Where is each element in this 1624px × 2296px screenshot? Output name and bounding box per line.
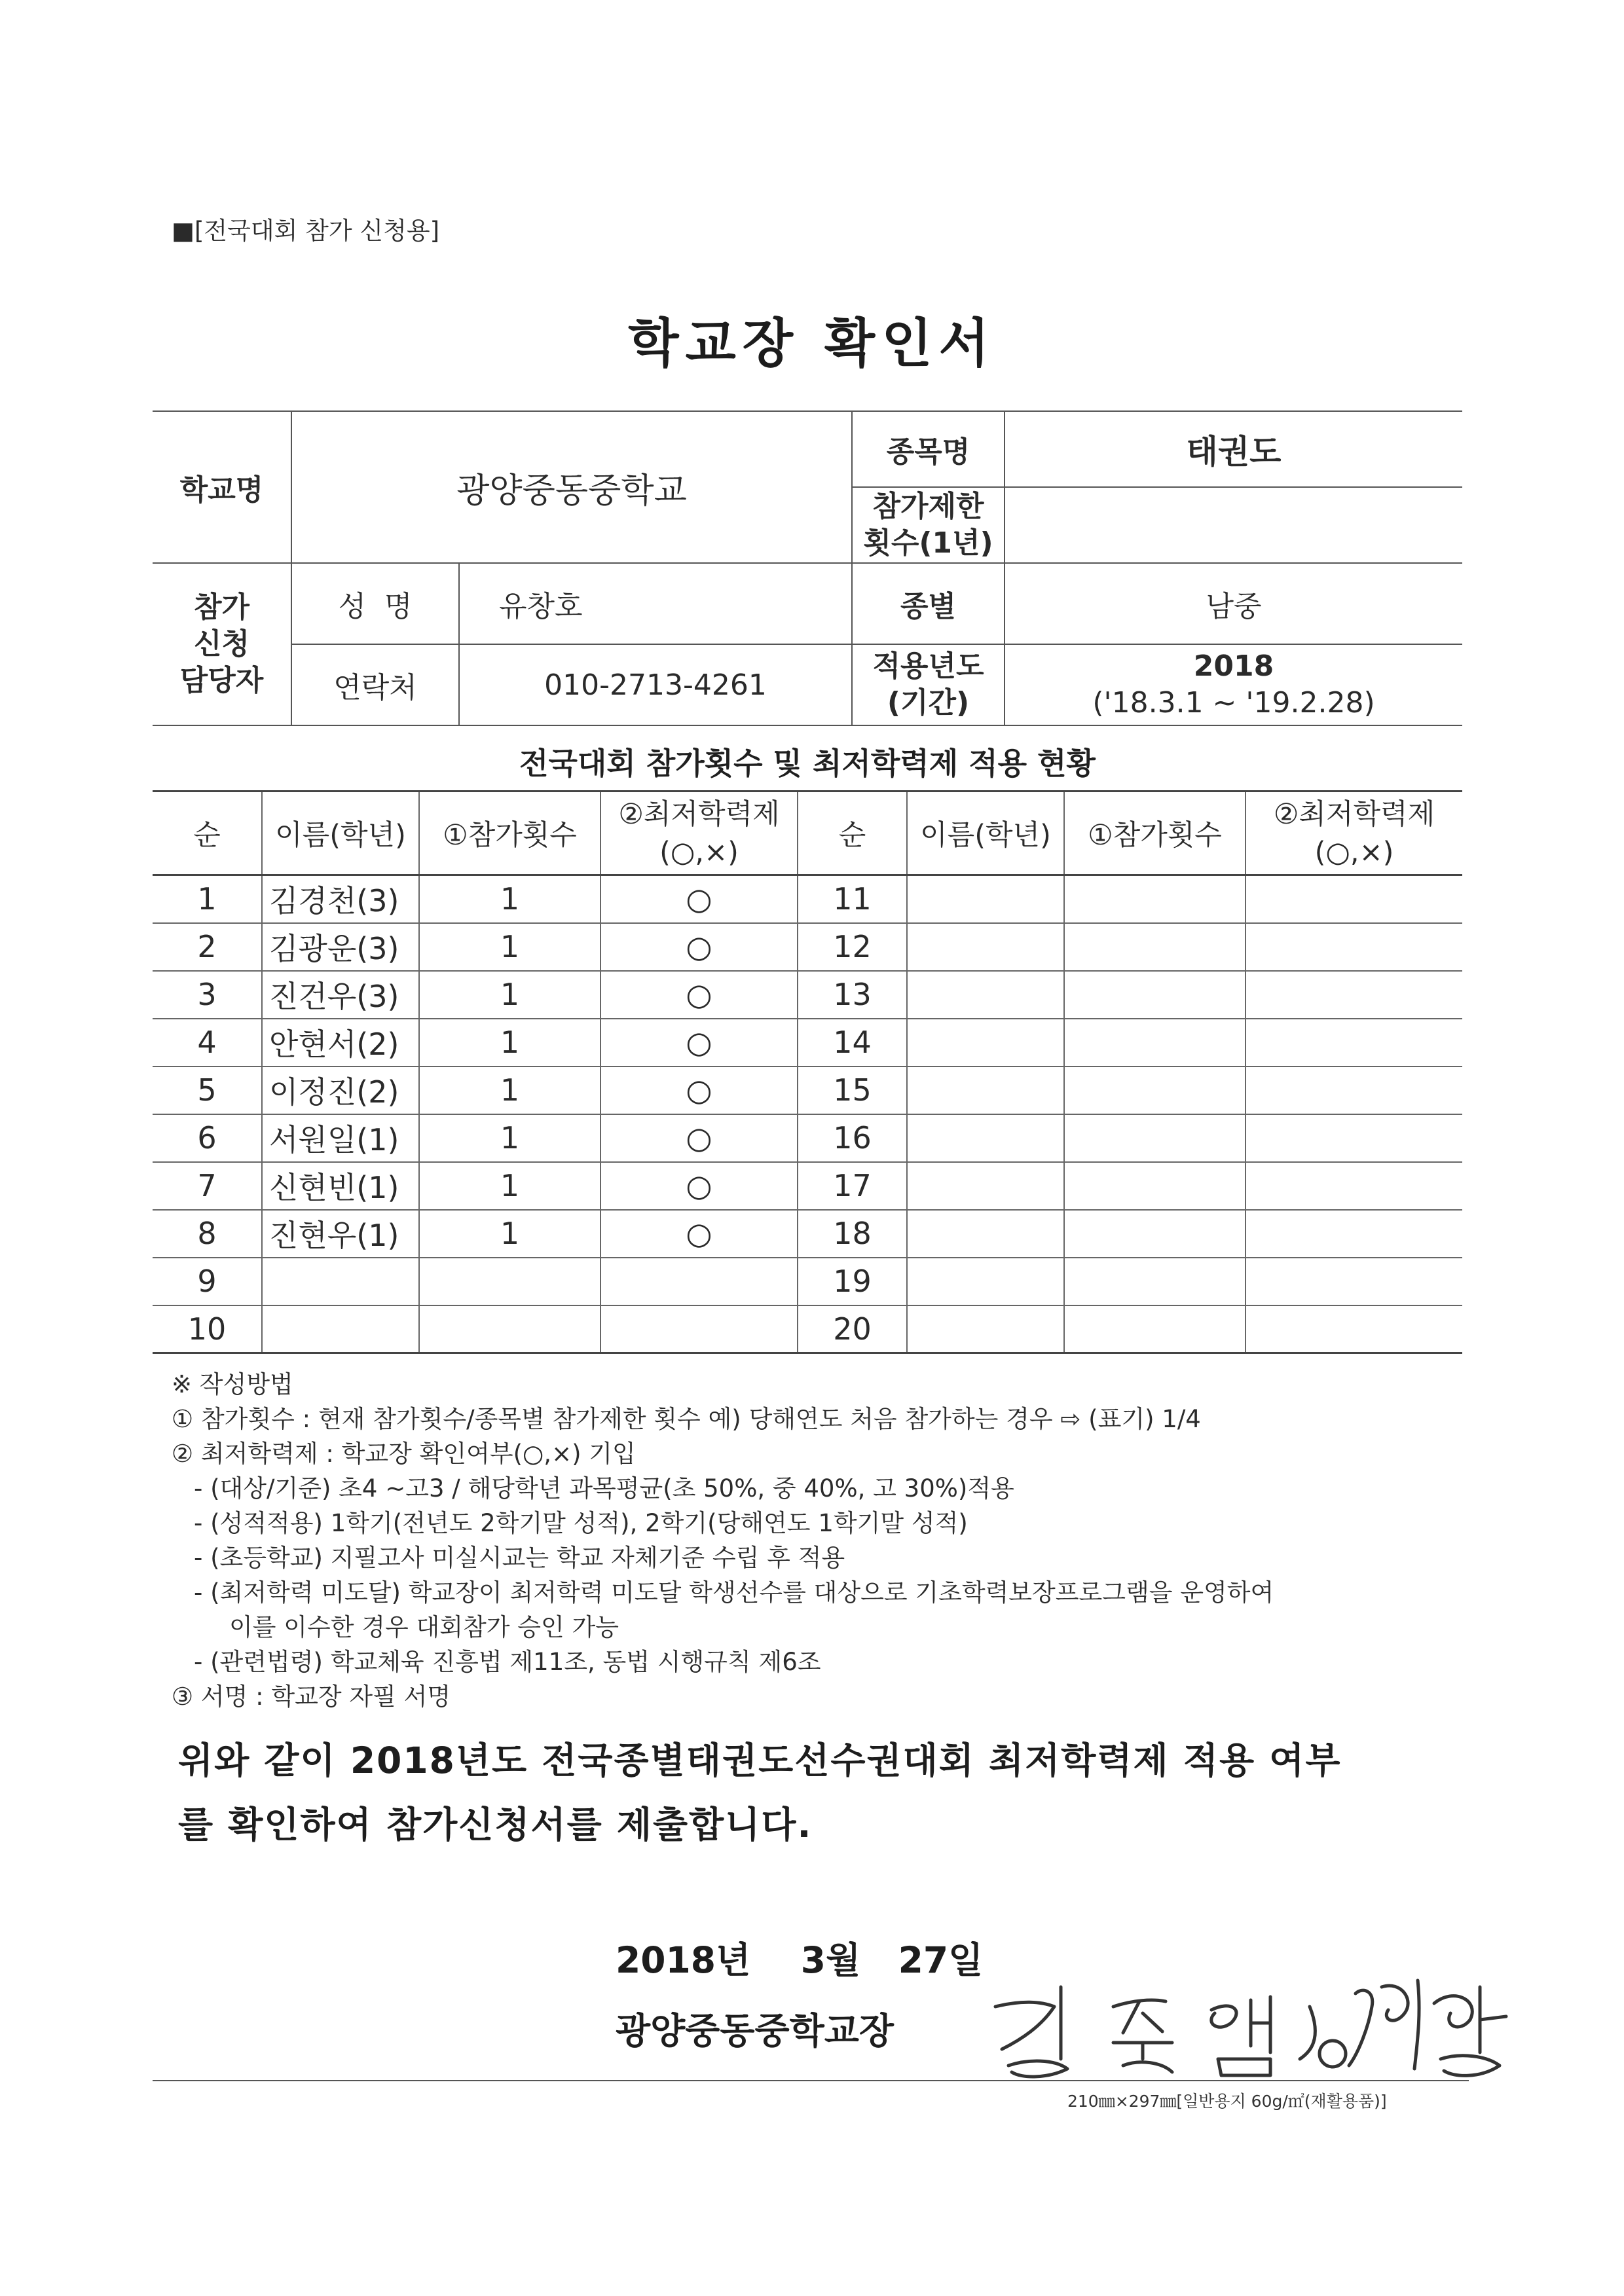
col-header-name: 이름(학년) xyxy=(262,792,419,875)
roster-row xyxy=(153,1258,1462,1305)
col-header-name: 이름(학년) xyxy=(907,792,1064,875)
row-number: 14 xyxy=(798,1019,907,1066)
roster-row xyxy=(153,923,1462,971)
row-number: 10 xyxy=(153,1305,262,1353)
roster-row xyxy=(153,971,1462,1019)
participation-count: 1 xyxy=(419,1162,600,1210)
document-title: 학교장 확인서 xyxy=(628,313,996,374)
participation-count xyxy=(1064,1114,1246,1162)
row-number: 2 xyxy=(153,923,262,971)
col-header-count: ①참가횟수 xyxy=(419,792,600,875)
school-label: 학교명 xyxy=(153,411,291,563)
participation-count xyxy=(1064,1162,1246,1210)
participation-count: 1 xyxy=(419,1066,600,1114)
academic-check: ○ xyxy=(600,1162,798,1210)
row-number: 17 xyxy=(798,1162,907,1210)
academic-check: ○ xyxy=(600,1114,798,1162)
row-number: 7 xyxy=(153,1162,262,1210)
instruction-subitem: - (관련법령) 학교체육 진흥법 제11조, 동법 시행규칙 제6조 xyxy=(194,1648,821,1676)
row-number: 12 xyxy=(798,923,907,971)
participation-count: 1 xyxy=(419,923,600,971)
applicant-label-line2: 신청 xyxy=(193,627,249,661)
form-type-tag: ■[전국대회 참가 신청용] xyxy=(172,217,440,245)
row-number: 11 xyxy=(798,875,907,923)
principal-title: 광양중동중학교장 xyxy=(616,2010,895,2052)
roster-row xyxy=(153,1114,1462,1162)
applicant-label-line1: 참가 xyxy=(193,591,249,624)
year-value: 2018 xyxy=(1193,649,1274,683)
student-name xyxy=(907,1019,1064,1066)
roster-row xyxy=(153,1019,1462,1066)
student-name: 서원일(1) xyxy=(262,1114,419,1162)
instruction-item: ③ 서명 : 학교장 자필 서명 xyxy=(172,1683,451,1711)
student-name: 안현서(2) xyxy=(262,1019,419,1066)
row-number: 8 xyxy=(153,1210,262,1258)
row-number: 15 xyxy=(798,1066,907,1114)
participation-count xyxy=(419,1258,600,1305)
row-number: 16 xyxy=(798,1114,907,1162)
roster-row xyxy=(153,1162,1462,1210)
participation-count xyxy=(419,1305,600,1353)
row-number: 6 xyxy=(153,1114,262,1162)
academic-check xyxy=(1246,1210,1462,1258)
participation-count xyxy=(1064,971,1246,1019)
paper-spec-footnote: 210㎜×297㎜[일반용지 60g/㎡(재활용품)] xyxy=(1067,2092,1387,2111)
student-name xyxy=(907,1114,1064,1162)
col-header-no: 순 xyxy=(798,792,907,875)
student-name xyxy=(907,875,1064,923)
name-label: 성 명 xyxy=(291,563,459,644)
participation-count xyxy=(1064,1019,1246,1066)
row-number: 1 xyxy=(153,875,262,923)
academic-check xyxy=(1246,1114,1462,1162)
student-name xyxy=(262,1258,419,1305)
instruction-item: ① 참가횟수 : 현재 참가횟수/종목별 참가제한 횟수 예) 당해연도 처음 참가하는 경우 ⇨ (표기) 1/4 xyxy=(172,1405,1201,1433)
participation-count xyxy=(1064,1258,1246,1305)
student-name: 김경천(3) xyxy=(262,875,419,923)
academic-check: ○ xyxy=(600,1066,798,1114)
instruction-subitem: - (초등학교) 지필고사 미실시교는 학교 자체기준 수립 후 적용 xyxy=(194,1544,845,1572)
student-name xyxy=(907,1210,1064,1258)
student-name xyxy=(907,923,1064,971)
academic-check xyxy=(600,1305,798,1353)
section-title: 전국대회 참가횟수 및 최저학력제 적용 현황 xyxy=(519,746,1096,781)
student-name xyxy=(262,1305,419,1353)
school-name: 광양중동중학교 xyxy=(291,411,852,563)
participation-count xyxy=(1064,923,1246,971)
student-name: 진건우(3) xyxy=(262,971,419,1019)
student-name xyxy=(907,1305,1064,1353)
student-name xyxy=(907,1258,1064,1305)
bottom-rule xyxy=(153,2080,1469,2081)
handwritten-signature xyxy=(982,1961,1532,2085)
col-header-academic: ②최저학력제 xyxy=(1273,797,1435,831)
participation-count xyxy=(1064,875,1246,923)
event-label: 종목명 xyxy=(852,411,1005,487)
col-header-academic: ②최저학력제 xyxy=(618,797,780,831)
student-name xyxy=(907,971,1064,1019)
period-value: ('18.3.1 ~ '19.2.28) xyxy=(1092,686,1375,720)
academic-check: ○ xyxy=(600,1210,798,1258)
declaration xyxy=(178,1728,1462,1857)
roster-row xyxy=(153,875,1462,923)
instruction-subitem: - (최저학력 미도달) 학교장이 최저학력 미도달 학생선수를 대상으로 기초학력보장프로그램을 운영하여 xyxy=(194,1578,1274,1607)
academic-check xyxy=(1246,875,1462,923)
academic-check: ○ xyxy=(600,1019,798,1066)
category-label: 종별 xyxy=(852,563,1005,644)
academic-check xyxy=(1246,1019,1462,1066)
year-label-line2: (기간) xyxy=(887,686,970,720)
limit-label-line2: 횟수(1년) xyxy=(863,526,993,560)
roster-row xyxy=(153,1066,1462,1114)
student-name: 신현빈(1) xyxy=(262,1162,419,1210)
academic-check: ○ xyxy=(600,971,798,1019)
col-header-academic-mark: (○,×) xyxy=(1314,835,1394,869)
participation-count xyxy=(1064,1305,1246,1353)
participation-count xyxy=(1064,1210,1246,1258)
row-number: 18 xyxy=(798,1210,907,1258)
row-number: 9 xyxy=(153,1258,262,1305)
limit-label-line1: 참가제한 xyxy=(872,490,984,523)
academic-check xyxy=(1246,1258,1462,1305)
participation-count: 1 xyxy=(419,971,600,1019)
academic-check xyxy=(600,1258,798,1305)
instructions xyxy=(172,1367,1468,1714)
name-value: 유창호 xyxy=(459,563,852,644)
student-name xyxy=(907,1066,1064,1114)
academic-check: ○ xyxy=(600,875,798,923)
student-name: 김광운(3) xyxy=(262,923,419,971)
declaration-line2: 를 확인하여 참가신청서를 제출합니다. xyxy=(178,1804,813,1846)
row-number: 20 xyxy=(798,1305,907,1353)
student-name: 진현우(1) xyxy=(262,1210,419,1258)
instruction-subitem: - (대상/기준) 초4 ~고3 / 해당학년 과목평균(초 50%, 중 40%, 고 30%)적용 xyxy=(194,1474,1014,1503)
participation-count: 1 xyxy=(419,1114,600,1162)
academic-check xyxy=(1246,923,1462,971)
participation-count: 1 xyxy=(419,1019,600,1066)
row-number: 4 xyxy=(153,1019,262,1066)
applicant-label-line3: 담당자 xyxy=(179,664,264,697)
instructions-heading: ※ 작성방법 xyxy=(172,1370,293,1398)
school-info-table xyxy=(153,410,1462,726)
row-number: 3 xyxy=(153,971,262,1019)
instruction-item: ② 최저학력제 : 학교장 확인여부(○,×) 기입 xyxy=(172,1440,636,1468)
roster-row xyxy=(153,1305,1462,1353)
participation-count xyxy=(1064,1066,1246,1114)
academic-check xyxy=(1246,1162,1462,1210)
year-label-line1: 적용년도 xyxy=(872,649,984,683)
instruction-subitem: - (성적적용) 1학기(전년도 2학기말 성적), 2학기(당해연도 1학기말 성적) xyxy=(194,1509,968,1537)
event-value: 태권도 xyxy=(1005,411,1462,487)
declaration-line1: 위와 같이 2018년도 전국종별태권도선수권대회 최저학력제 적용 여부 xyxy=(178,1740,1342,1781)
date: 2018년 3월 27일 xyxy=(616,1939,984,1981)
row-number: 5 xyxy=(153,1066,262,1114)
contact-label: 연락처 xyxy=(291,644,459,725)
roster-row xyxy=(153,1210,1462,1258)
participation-count: 1 xyxy=(419,1210,600,1258)
academic-check xyxy=(1246,1305,1462,1353)
student-name: 이정진(2) xyxy=(262,1066,419,1114)
academic-check xyxy=(1246,971,1462,1019)
student-name xyxy=(907,1162,1064,1210)
roster-table xyxy=(153,790,1462,1354)
contact-value: 010-2713-4261 xyxy=(459,644,852,725)
col-header-academic-mark: (○,×) xyxy=(659,835,739,869)
academic-check xyxy=(1246,1066,1462,1114)
limit-value xyxy=(1005,487,1462,563)
col-header-no: 순 xyxy=(153,792,262,875)
instruction-subitem-continuation: 이를 이수한 경우 대회참가 승인 가능 xyxy=(229,1613,619,1641)
col-header-count: ①참가횟수 xyxy=(1064,792,1246,875)
row-number: 19 xyxy=(798,1258,907,1305)
participation-count: 1 xyxy=(419,875,600,923)
row-number: 13 xyxy=(798,971,907,1019)
category-value: 남중 xyxy=(1005,563,1462,644)
academic-check: ○ xyxy=(600,923,798,971)
